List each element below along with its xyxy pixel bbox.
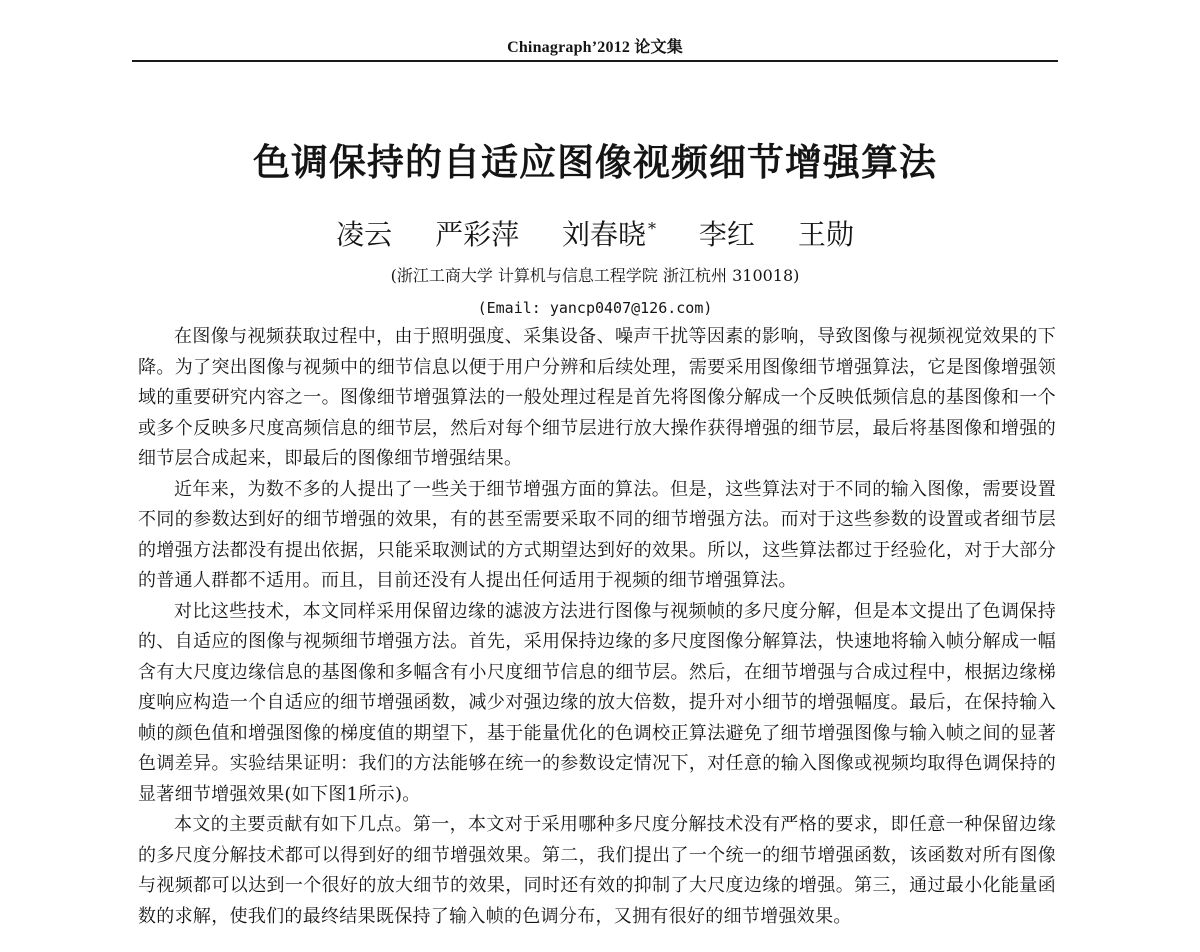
author	[798, 215, 854, 255]
paragraph: 对比这些技术，本文同样采用保留边缘的滤波方法进行图像与视频帧的多尺度分解，但是本文提出了色调保持的、自适应的图像与视频细节增强方法。首先，采用保持边缘的多尺度图像分解算法，快速地将输入帧分解成一幅含有大尺度边缘信息的基图像和多幅含有小尺度细节信息的细节层。然后，在细节增强与合成过程中，根据边缘梯度响应构造一个自适应的细节增强函数，减少对强边缘的放大倍数，提升对小细节的增强幅度。最后，在保持输入帧的颜色值和增强图像的梯度值的期望下，基于能量优化的色调校正算法避免了细节增强图像与输入帧之间的显著色调差异。实验结果证明：我们的方法能够在统一的参数设定情况下，对任意的输入图像或视频均取得色调保持的显著细节增强效果(如下图1所示)。	[138, 600, 1056, 805]
author-name: 凌云	[336, 218, 393, 251]
author	[336, 215, 392, 255]
body-text	[138, 322, 1056, 932]
author-name: 刘春晓	[561, 218, 646, 251]
author-name: 王勋	[797, 218, 854, 251]
author-name: 严彩萍	[435, 218, 520, 251]
paper-title: 色调保持的自适应图像视频细节增强算法	[253, 141, 937, 184]
author	[699, 215, 755, 255]
corresponding-author-mark: *	[648, 219, 656, 238]
author	[562, 209, 656, 255]
paragraph: 本文的主要贡献有如下几点。第一，本文对于采用哪种多尺度分解技术没有严格的要求，即任意一种保留边缘的多尺度分解技术都可以得到好的细节增强效果。第二，我们提出了一个统一的细节增强函数，该函数对所有图像与视频都可以达到一个很好的放大细节的效果，同时还有效的抑制了大尺度边缘的增强。第三，通过最小化能量函数的求解，使我们的最终结果既保持了输入帧的色调分布，又拥有很好的细节增强效果。	[138, 814, 1056, 927]
author-list	[132, 209, 1058, 255]
affiliation: (浙江工商大学 计算机与信息工程学院 浙江杭州 310018)	[390, 266, 800, 285]
author-name: 李红	[698, 218, 755, 251]
running-header: Chinagraph’2012 论文集	[507, 39, 683, 56]
paragraph: 在图像与视频获取过程中，由于照明强度、采集设备、噪声干扰等因素的影响，导致图像与视频视觉效果的下降。为了突出图像与视频中的细节信息以便于用户分辨和后续处理，需要采用图像细节增强算法，它是图像增强领域的重要研究内容之一。图像细节增强算法的一般处理过程是首先将图像分解成一个反映低频信息的基图像和一个或多个反映多尺度高频信息的细节层，然后对每个细节层进行放大操作获得增强的细节层，最后将基图像和增强的细节层合成起来，即最后的图像细节增强结果。	[138, 326, 1056, 469]
author-email: (Email: yancp0407@126.com)	[477, 299, 713, 317]
author	[435, 215, 519, 255]
paragraph: 近年来，为数不多的人提出了一些关于细节增强方面的算法。但是，这些算法对于不同的输入图像，需要设置不同的参数达到好的细节增强的效果，有的甚至需要采取不同的细节增强方法。而对于这些参数的设置或者细节层的增强方法都没有提出依据，只能采取测试的方式期望达到好的效果。所以，这些算法都过于经验化，对于大部分的普通人群都不适用。而且，目前还没有人提出任何适用于视频的细节增强算法。	[138, 478, 1056, 591]
header-rule	[132, 60, 1058, 62]
